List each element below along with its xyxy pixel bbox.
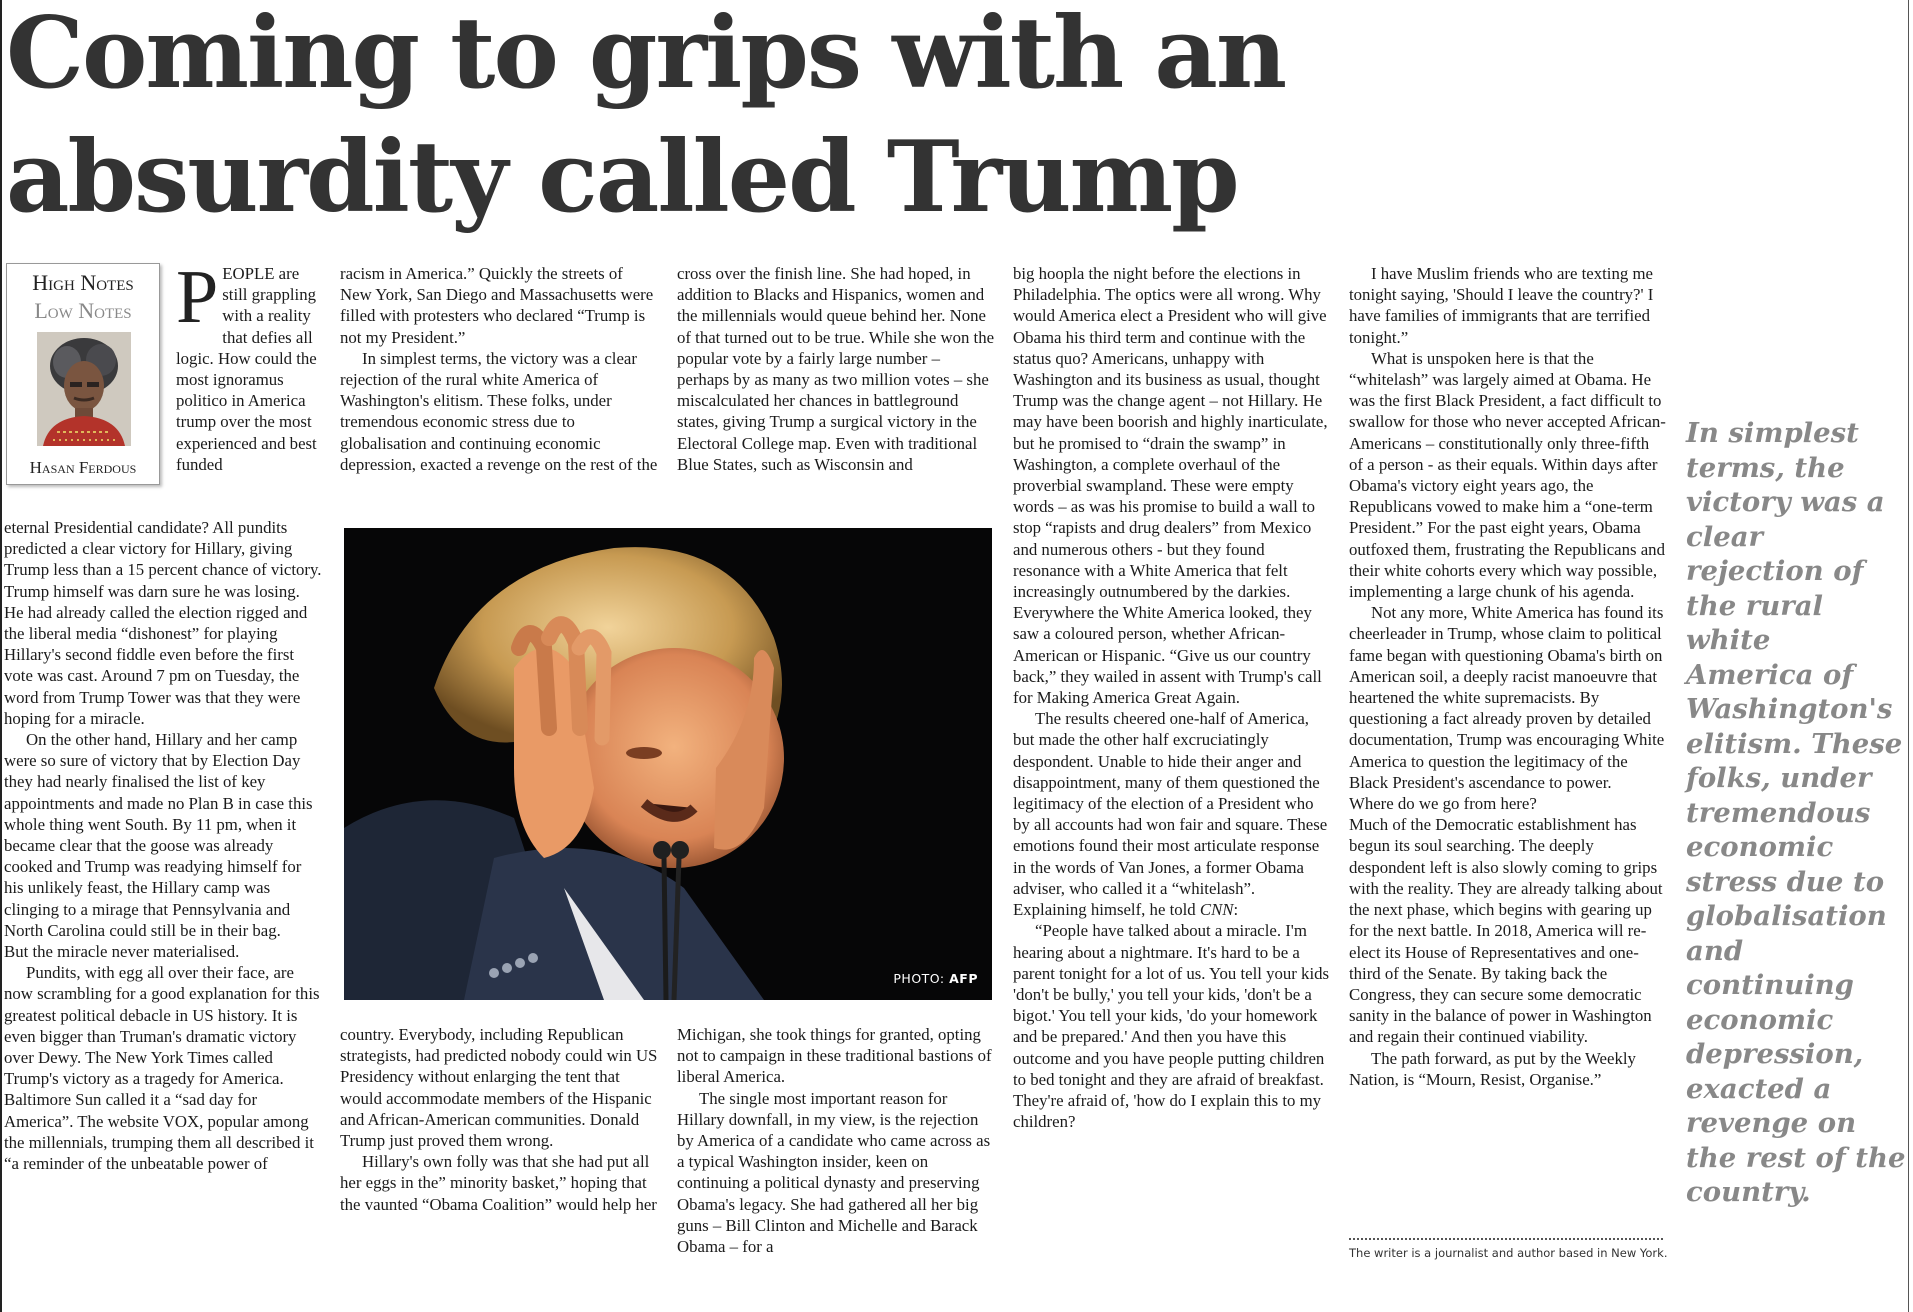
column-title-low: Low Notes <box>34 298 132 323</box>
col2-paragraph: racism in America.” Quickly the streets of New York, San Diego and Massachusetts were filled with protesters who declared “Trump is not my President.” <box>340 264 654 347</box>
trump-hands-on-head-photo <box>344 528 992 1000</box>
col1-paragraph: Pundits, with egg all over their face, are now scrambling for a good explanation for this greatest political debacle in US history. It is even bigger than Truman's dramatic victory over Dewy. The New York Times called Trump's victory as a tragedy for America. Baltimore Sun called it a “sad day for America”. The website VOX, popular among the millennials, trumping them all described it “a reminder of the unbeatable power of <box>4 963 320 1174</box>
left-page-rule <box>0 0 2 1312</box>
column-5 <box>1349 263 1667 1090</box>
col2-paragraph: In simplest terms, the victory was a clear rejection of the rural white America of Washington's elitism. These folks, under tremendous economic stress due to globalisation and continuing economic depression, exacted a revenge on the rest of the <box>340 348 658 474</box>
cnn-mention: CNN <box>1199 900 1234 920</box>
col5-paragraph: Not any more, White America has found its cheerleader in Trump, whose claim to political fame began with questioning Obama's birth on American soil, a deeply racist manoeuvre that heartened the white supremacists. By questioning a fact already proven by detailed documentation, Trump was encouraging White America to question the legitimacy of the Black President's ascendance to power. <box>1349 603 1665 792</box>
column-2-top <box>340 263 658 475</box>
col5-paragraph: I have Muslim friends who are texting me tonight saying, 'Should I leave the country?' I have families of immigrants that are terrified tonight.” <box>1349 264 1654 347</box>
col5-paragraph: The path forward, as put by the Weekly Nation, is “Mourn, Resist, Organise.” <box>1349 1048 1636 1089</box>
writer-note: The writer is a journalist and author based in New York. <box>1349 1246 1668 1260</box>
headline <box>6 0 1306 240</box>
col1-paragraph: But the miracle never materialised. <box>4 942 240 962</box>
col2-paragraph: country. Everybody, including Republican strategists, had predicted nobody could win US Presidency without enlarging the tent that would accommodate members of the Hispanic and African-American communities. Donald Trump just proved them wrong. <box>340 1025 658 1151</box>
drop-cap: P <box>176 255 219 339</box>
intro-text: EOPLE are still grappling with a reality that defies all logic. How could the most ignoramus politico in America trump over the most experienced and best funded <box>176 264 317 474</box>
column-1 <box>4 517 322 1174</box>
column-4 <box>1013 263 1331 1132</box>
col3-paragraph: The single most important reason for Hillary downfall, in my view, is the rejection by America of a candidate who came across as a typical Washington insider, keen on continuing a political dynasty and preserving Obama's legacy. She had gathered all her big guns – Bill Clinton and Michelle and Barack Obama – for a <box>677 1088 991 1257</box>
right-page-rule <box>1908 0 1909 1312</box>
column-1-intro <box>176 255 318 475</box>
headline-line-1: Coming to grips with an <box>6 0 1286 111</box>
author-portrait-icon <box>37 332 131 446</box>
col1-paragraph: On the other hand, Hillary and her camp were so sure of victory that by Election Day they had nearly finalised the list of key appointments and made no Plan B in case this whole thing went South. By 11 pm, when it became clear that the goose was already cooked and Trump was readying himself for his unlikely feast, the Hillary camp was clinging to a mirage that Pennsylvania and North Carolina could still be in their bag. <box>4 730 313 940</box>
pull-quote: In simplest terms, the victory was a clear rejection of the rural white America of Washington's elitism. These folks, under tremendous economic stress due to globalisation and continuing economic depression, exacted a revenge on the rest of the country. <box>1686 417 1906 1208</box>
col4-paragraph: big hoopla the night before the elections in Philadelphia. The optics were all wrong. Why would America elect a President who will give Obama his third term and continue with the status quo? Americans, unhappy with Washington and its business as usual, thought Trump was the change agent – not Hillary. He may have been boorish and highly inarticulate, but he promised to “drain the swamp” in Washington, a complete overhaul of the proverbial swampland. These were empty words – as was his promise to build a wall to stop “rapists and drug dealers” from Mexico and numerous others - but they found resonance with a White America that felt increasingly outnumbered by the darkies. Everywhere the White America looked, they saw a coloured person, whether African-American or Hispanic. “Give us our country back,” they wailed in assent with Trump's call for Making America Great Again. <box>1013 264 1328 708</box>
photo-credit: PHOTO: AFP <box>893 971 978 986</box>
news-photo <box>344 528 992 1000</box>
column-byline-box <box>6 263 160 485</box>
col4-paragraph: The results cheered one-half of America, but made the other half excruciatingly despondent. Unable to hide their anger and disappointment, many of them questioned the legitimacy of the election of a President who by all accounts had won fair and square. These emotions found their most articulate response in the words of Van Jones, a former Obama adviser, who called it a “whitelash”. Explaining himself, he told CNN: <box>1013 709 1328 920</box>
subhead: Where do we go from here? <box>1349 794 1537 814</box>
author-name: Hasan Ferdous <box>29 458 137 477</box>
col3-paragraph: Michigan, she took things for granted, opting not to campaign in these traditional bastions of liberal America. <box>677 1025 992 1087</box>
col1-paragraph: eternal Presidential candidate? All pundits predicted a clear victory for Hillary, giving Trump less than a 15 percent chance of victory. Trump himself was darn sure he was losing. He had already called the election rigged and the liberal media “dishonest” for playing Hillary's second fiddle even before the first vote was cast. Around 7 pm on Tuesday, the word from Trump Tower was that they were hoping for a miracle. <box>4 518 322 728</box>
column-3-bottom <box>677 1024 995 1257</box>
col3-paragraph: cross over the finish line. She had hoped, in addition to Blacks and Hispanics, women and the millennials would queue behind her. None of that turned out to be true. While she won the popular vote by a fairly large number – perhaps by as many as two million votes – she miscalculated her chances in battleground states, giving Trump a surgical victory in the Electoral College map. Even with traditional Blue States, such as Wisconsin and <box>677 264 995 474</box>
headline-line-2: absurdity called Trump <box>6 120 1238 235</box>
col5-paragraph: Much of the Democratic establishment has begun its soul searching. The deeply despondent left is also slowly coming to grips with the reality. They are already talking about the next phase, which begins with gearing up for the next battle. In 2018, America will re-elect its House of Representatives and one-third of the Senate. By taking back the Congress, they can secure some democratic sanity in the balance of power in Washington and regain their continued viability. <box>1349 815 1663 1047</box>
photo-credit-agency: AFP <box>949 971 978 986</box>
column-2-bottom <box>340 1024 658 1215</box>
column-3-top <box>677 263 995 475</box>
column-title-high: High Notes <box>32 270 134 295</box>
col5-paragraph: What is unspoken here is that the “whitelash” was largely aimed at Obama. He was the first Black President, a fact difficult to swallow for those who never accepted African-Americans – constitutionally only three-fifth of a person - as their equals. Within days after Obama's victory eight years ago, the Republicans vowed to make him a “one-term President.” For the past eight years, Obama outfoxed them, frustrating the Republicans and their white cohorts every which way possible, implementing a large chunk of his agenda. <box>1349 348 1666 602</box>
author-portrait <box>37 332 131 446</box>
col2-paragraph: Hillary's own folly was that she had put all her eggs in the” minority basket,” hoping that the vaunted “Obama Coalition” would help her <box>340 1152 657 1214</box>
footer-divider <box>1349 1238 1663 1240</box>
col4-paragraph: “People have talked about a miracle. I'm hearing about a nightmare. It's hard to be a parent tonight for a lot of us. You tell your kids 'don't be bully,' you tell your kids, 'don't be a bigot.' You tell your kids, 'do your homework and be prepared.' And then you have this outcome and you have people putting children to bed tonight and they are afraid of breakfast. They're afraid of, 'how do I explain this to my children? <box>1013 921 1330 1132</box>
